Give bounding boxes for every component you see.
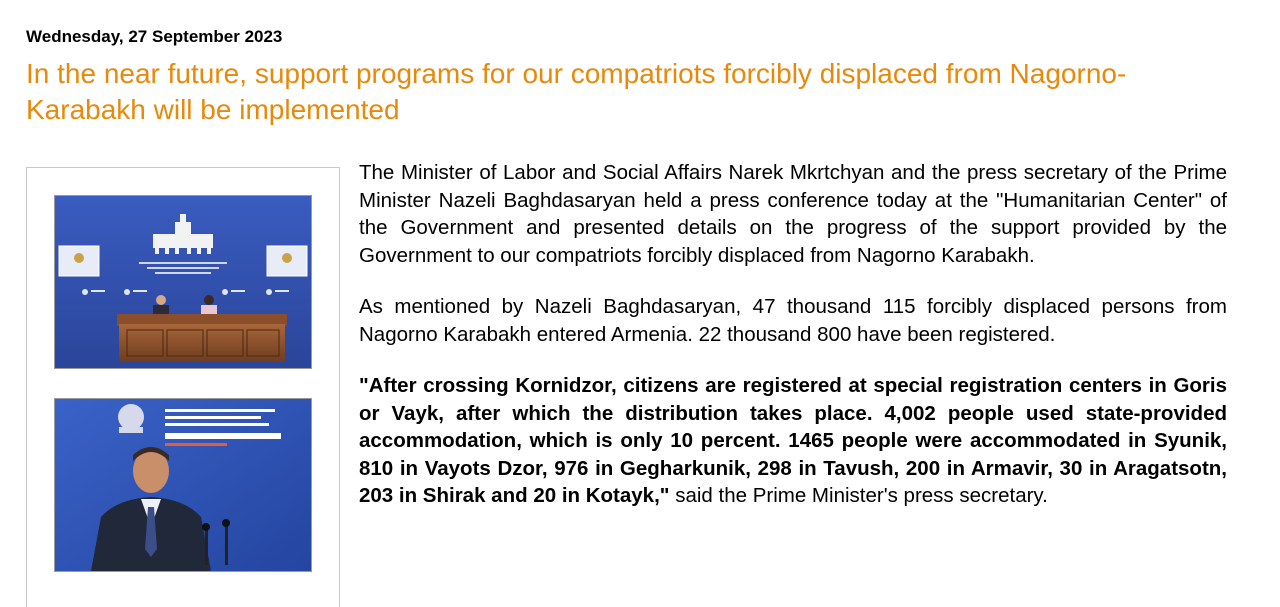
article-headline: In the near future, support programs for our compatriots forcibly displaced from Nagorno-Karabakh will be implemented [26, 58, 1127, 125]
press-conference-photo[interactable] [54, 195, 312, 369]
speaker-portrait-photo[interactable] [54, 398, 312, 572]
article-paragraph: The Minister of Labor and Social Affairs Narek Mkrtchyan and the press secretary of the Prime Minister Nazeli Baghdasaryan held a press conference today at the "Humanitarian Center" of the Government and presented details on the progress of the support provided by the Government to our compatriots forcibly displaced from Nagorno Karabakh. [359, 161, 1227, 267]
press-conference-image [55, 196, 311, 368]
press-secretary-quote: "After crossing Kornidzor, citizens are registered at special registration centers in Goris or Vayk, after which the distribution takes place. 4,002 people used state-provided accommodation, which is only 10 percent. 1465 people were accommodated in Syunik, 810 in Vayots Dzor, 976 in Gegharkunik, 298 in Tavush, 200 in Armavir, 30 in Aragatsotn, 203 in Shirak and 20 in Kotayk," [359, 374, 1227, 507]
article-quote-paragraph [359, 372, 1227, 510]
article-body [359, 159, 1227, 510]
photo-column [26, 167, 340, 607]
article-paragraph: As mentioned by Nazeli Baghdasaryan, 47 thousand 115 forcibly displaced persons from Nagorno Karabakh entered Armenia. 22 thousand 800 have been registered. [359, 295, 1227, 346]
quote-attribution: said the Prime Minister's press secretary. [669, 484, 1048, 507]
speaker-portrait-image [55, 399, 311, 571]
article-date: Wednesday, 27 September 2023 [26, 27, 283, 46]
